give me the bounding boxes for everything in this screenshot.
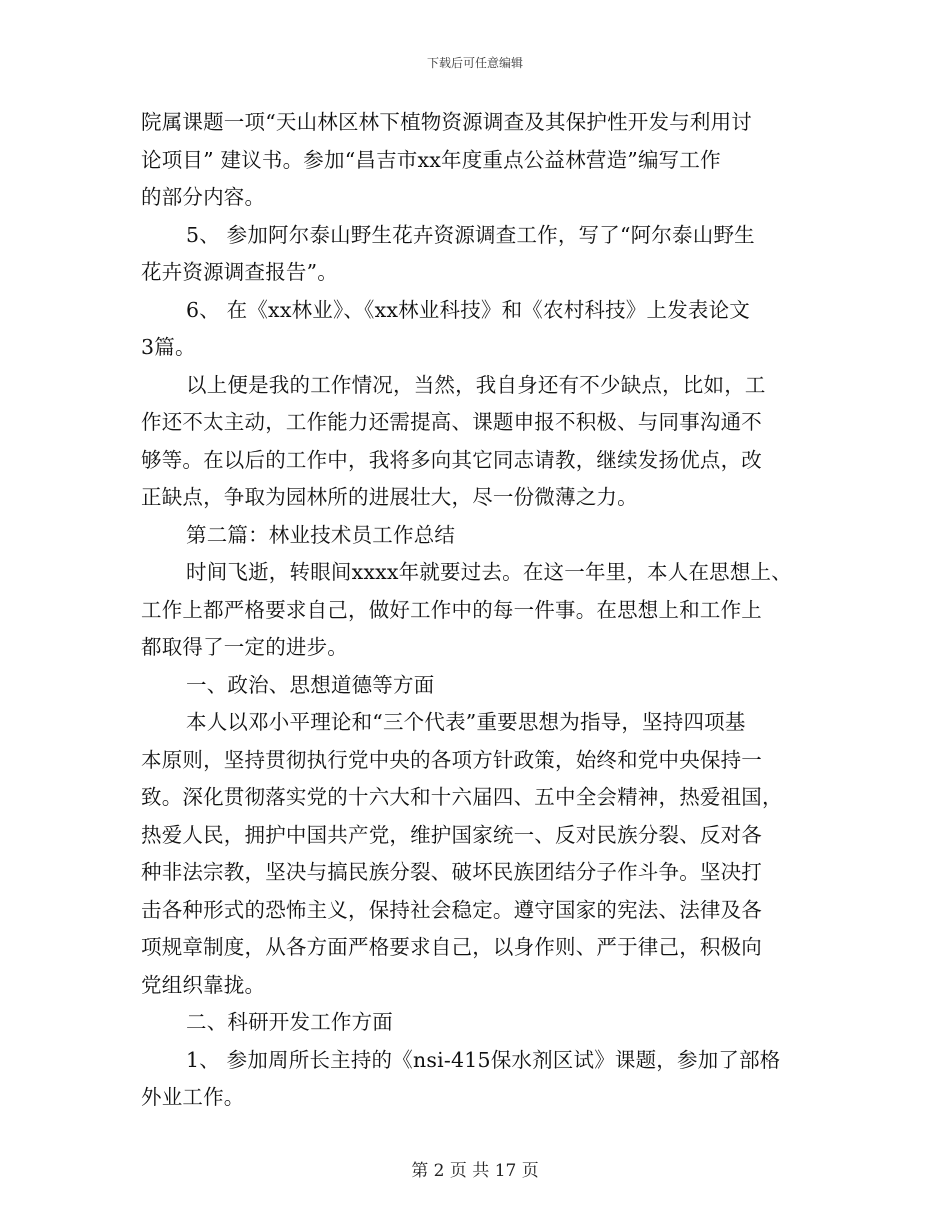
text-line: 击各种形式的恐怖主义，保持社会稳定。遵守国家的宪法、法律及各 — [141, 897, 762, 922]
text-line: 院属课题一项“天山林区林下植物资源调查及其保护性开发与利用讨 — [141, 110, 752, 134]
text-line: 论项目” 建议书。参加“昌吉市xx年度重点公益林营造”编写工作 — [141, 147, 721, 172]
page-header: 下载后可任意编辑 — [426, 56, 523, 70]
text-line: 3篇。 — [141, 335, 196, 359]
text-line: 致。深化贯彻落实党的十六大和十六届四、五中全会精神，热爱祖国， — [141, 785, 783, 809]
section-heading: 二、科研开发工作方面 — [186, 1010, 393, 1034]
text-line: 项规章制度，从各方面严格要求自己，以身作则、严于律己，积极向 — [141, 935, 762, 959]
section-heading: 第二篇：林业技术员工作总结 — [186, 522, 456, 547]
text-line: 作还不太主动，工作能力还需提高、课题申报不积极、与同事沟通不 — [141, 410, 762, 434]
text-line: 外业工作。 — [141, 1085, 245, 1109]
page-number-footer: 第 2 页 共 17 页 — [411, 1161, 539, 1181]
document-body — [141, 104, 821, 1117]
text-line: 的部分内容。 — [141, 185, 266, 209]
text-line: 以上便是我的工作情况，当然，我自身还有不少缺点，比如，工 — [186, 372, 766, 397]
text-line: 1、 参加周所长主持的《nsi-415保水剂区试》课题，参加了部格 — [186, 1047, 781, 1072]
text-line: 种非法宗教，坚决与搞民族分裂、破坏民族团结分子作斗争。坚决打 — [141, 860, 762, 884]
text-line: 够等。在以后的工作中，我将多向其它同志请教，继续发扬优点，改 — [141, 447, 762, 472]
text-line: 本原则，坚持贯彻执行党中央的各项方针政策，始终和党中央保持一 — [141, 747, 762, 772]
text-line: 都取得了一定的进步。 — [141, 635, 348, 659]
text-line: 正缺点，争取为园林所的进展壮大，尽一份微薄之力。 — [141, 485, 638, 509]
text-line: 时间飞逝，转眼间xxxx年就要过去。在这一年里，本人在思想上、 — [186, 560, 792, 584]
text-line: 6、 在《xx林业》、《xx林业科技》和《农村科技》上发表论文 — [186, 297, 751, 322]
text-line: 工作上都严格要求自己，做好工作中的每一件事。在思想上和工作上 — [141, 597, 762, 622]
text-line: 本人以邓小平理论和“三个代表”重要思想为指导，坚持四项基 — [186, 710, 746, 734]
section-heading: 一、政治、思想道德等方面 — [186, 672, 435, 697]
text-line: 花卉资源调查报告”。 — [141, 260, 338, 284]
text-line: 5、 参加阿尔泰山野生花卉资源调查工作，写了“阿尔泰山野生 — [186, 222, 755, 247]
text-line: 热爱人民，拥护中国共产党，维护国家统一、反对民族分裂、反对各 — [141, 822, 762, 847]
text-line: 党组织靠拢。 — [141, 972, 266, 997]
